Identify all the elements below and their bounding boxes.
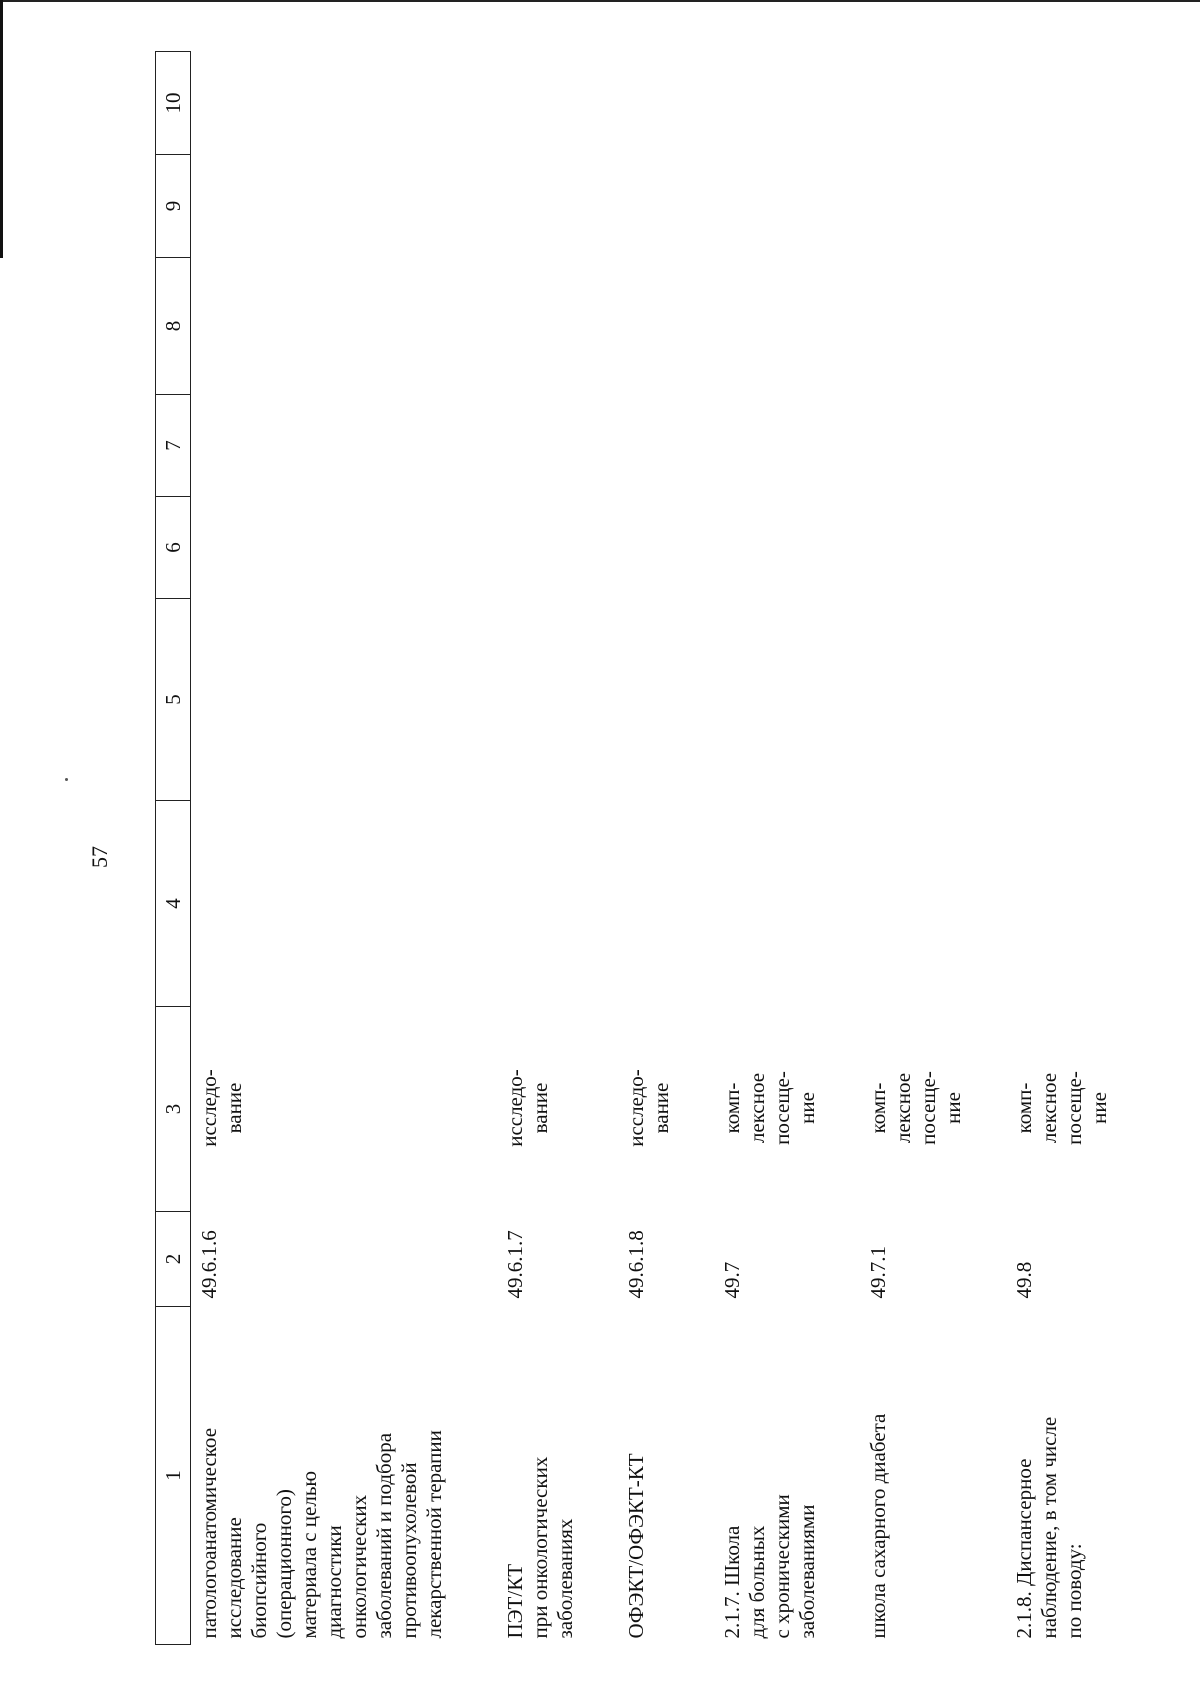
table-row bbox=[714, 52, 860, 1645]
empty-cell bbox=[1006, 52, 1122, 155]
table-row bbox=[191, 52, 498, 1645]
empty-cell bbox=[860, 395, 1006, 497]
scan-edge-left bbox=[0, 0, 3, 258]
empty-cell bbox=[191, 497, 498, 599]
service-name-line: наблюдение, в том числе bbox=[1037, 1416, 1061, 1639]
empty-cell bbox=[860, 599, 1006, 801]
service-name-line: лекарственной терапии bbox=[422, 1430, 446, 1639]
empty-cell bbox=[497, 497, 618, 599]
empty-cell bbox=[618, 395, 714, 497]
unit-line: вание bbox=[222, 1082, 246, 1134]
service-name-cell bbox=[860, 1307, 1006, 1645]
column-header-10: 10 bbox=[156, 52, 191, 155]
empty-cell bbox=[618, 52, 714, 155]
column-header-4: 4 bbox=[156, 801, 191, 1007]
empty-cell bbox=[860, 155, 1006, 258]
row-code-cell: 49.7.1 bbox=[866, 1246, 890, 1299]
empty-cell bbox=[191, 599, 498, 801]
unit-cell bbox=[1006, 1007, 1122, 1212]
empty-cell bbox=[860, 801, 1006, 1007]
unit-line: ние bbox=[941, 1092, 965, 1124]
unit-line: исследо- bbox=[197, 1069, 221, 1147]
empty-cell bbox=[497, 801, 618, 1007]
row-code-cell: 49.6.1.8 bbox=[624, 1230, 648, 1299]
empty-cell bbox=[714, 155, 860, 258]
unit-cell bbox=[714, 1007, 860, 1212]
empty-cell bbox=[618, 599, 714, 801]
empty-cell bbox=[1006, 599, 1122, 801]
unit-line: исследо- bbox=[503, 1069, 527, 1147]
service-name-line: исследование bbox=[222, 1517, 246, 1639]
unit-line: вание bbox=[528, 1082, 552, 1134]
empty-cell bbox=[714, 497, 860, 599]
service-name-line: 2.1.7. Школа bbox=[720, 1525, 744, 1639]
service-name-line: противоопухолевой bbox=[397, 1462, 421, 1639]
service-name-line: материала с целью bbox=[297, 1470, 321, 1639]
row-code-cell: 49.7 bbox=[720, 1261, 744, 1299]
table-row bbox=[1006, 52, 1122, 1645]
service-name-cell bbox=[1006, 1307, 1122, 1645]
service-name-line: заболеваниями bbox=[795, 1504, 819, 1639]
service-name-line: биопсийного bbox=[247, 1522, 271, 1639]
empty-cell bbox=[497, 155, 618, 258]
unit-cell bbox=[618, 1007, 714, 1212]
empty-cell bbox=[618, 258, 714, 395]
service-name-line: школа сахарного диабета bbox=[866, 1413, 890, 1639]
service-name-line: по поводу: bbox=[1062, 1543, 1086, 1639]
column-header-7: 7 bbox=[156, 395, 191, 497]
empty-cell bbox=[860, 497, 1006, 599]
unit-line: посеще- bbox=[770, 1071, 794, 1145]
table-header-row bbox=[156, 52, 191, 1645]
unit-line: комп- bbox=[720, 1082, 744, 1134]
service-name-cell bbox=[714, 1307, 860, 1645]
unit-line: лексное bbox=[891, 1072, 915, 1144]
empty-cell bbox=[191, 52, 498, 155]
unit-line: комп- bbox=[866, 1082, 890, 1134]
empty-cell bbox=[714, 395, 860, 497]
service-name-line: диагностики bbox=[322, 1525, 346, 1639]
column-header-2: 2 bbox=[156, 1212, 191, 1307]
service-name-line: 2.1.8. Диспансерное bbox=[1012, 1458, 1036, 1639]
empty-cell bbox=[497, 599, 618, 801]
service-name-line: заболеваний и подбора bbox=[372, 1432, 396, 1639]
row-code-cell: 49.6.1.7 bbox=[503, 1230, 527, 1299]
unit-line: исследо- bbox=[624, 1069, 648, 1147]
service-name-cell bbox=[618, 1307, 714, 1645]
rotated-table-container bbox=[155, 52, 1111, 1645]
unit-line: лексное bbox=[1037, 1072, 1061, 1144]
scan-speck bbox=[65, 778, 68, 781]
table-row bbox=[618, 52, 714, 1645]
unit-line: посеще- bbox=[916, 1071, 940, 1145]
empty-cell bbox=[1006, 801, 1122, 1007]
unit-line: посеще- bbox=[1062, 1071, 1086, 1145]
service-name-line: (операционного) bbox=[272, 1489, 296, 1639]
service-name-cell bbox=[497, 1307, 618, 1645]
column-header-9: 9 bbox=[156, 155, 191, 258]
service-name-line: патологоанатомическое bbox=[197, 1427, 221, 1639]
empty-cell bbox=[714, 52, 860, 155]
empty-cell bbox=[714, 258, 860, 395]
service-name-line: ПЭТ/КТ bbox=[503, 1563, 527, 1639]
column-header-8: 8 bbox=[156, 258, 191, 395]
unit-line: ние bbox=[795, 1092, 819, 1124]
empty-cell bbox=[497, 52, 618, 155]
unit-line: ние bbox=[1087, 1092, 1111, 1124]
service-name-line: заболеваниях bbox=[553, 1518, 577, 1639]
empty-cell bbox=[1006, 258, 1122, 395]
service-name-line: онкологических bbox=[347, 1494, 371, 1639]
empty-cell bbox=[191, 258, 498, 395]
scan-edge-top bbox=[0, 0, 1200, 2]
service-name-line: для больных bbox=[745, 1525, 769, 1639]
service-name-line: с хроническими bbox=[770, 1494, 794, 1639]
empty-cell bbox=[860, 52, 1006, 155]
empty-cell bbox=[618, 155, 714, 258]
unit-line: вание bbox=[649, 1082, 673, 1134]
empty-cell bbox=[714, 599, 860, 801]
row-code-cell: 49.6.1.6 bbox=[197, 1230, 221, 1299]
unit-cell bbox=[860, 1007, 1006, 1212]
empty-cell bbox=[618, 497, 714, 599]
row-code-cell: 49.8 bbox=[1012, 1261, 1036, 1299]
service-name-cell bbox=[191, 1307, 498, 1645]
empty-cell bbox=[618, 801, 714, 1007]
service-name-line: ОФЭКТ/ОФЭКТ-КТ bbox=[624, 1453, 648, 1639]
empty-cell bbox=[1006, 497, 1122, 599]
column-header-1: 1 bbox=[156, 1307, 191, 1645]
table-row bbox=[860, 52, 1006, 1645]
empty-cell bbox=[191, 155, 498, 258]
service-name-line: при онкологических bbox=[528, 1456, 552, 1639]
unit-cell bbox=[497, 1007, 618, 1212]
empty-cell bbox=[1006, 155, 1122, 258]
column-header-3: 3 bbox=[156, 1007, 191, 1212]
empty-cell bbox=[497, 258, 618, 395]
column-header-5: 5 bbox=[156, 599, 191, 801]
empty-cell bbox=[1006, 395, 1122, 497]
unit-cell bbox=[191, 1007, 498, 1212]
unit-line: лексное bbox=[745, 1072, 769, 1144]
column-header-6: 6 bbox=[156, 497, 191, 599]
empty-cell bbox=[497, 395, 618, 497]
empty-cell bbox=[191, 801, 498, 1007]
page-number: 57 bbox=[87, 846, 112, 868]
empty-cell bbox=[714, 801, 860, 1007]
unit-line: комп- bbox=[1012, 1082, 1036, 1134]
empty-cell bbox=[191, 395, 498, 497]
table-row bbox=[497, 52, 618, 1645]
empty-cell bbox=[860, 258, 1006, 395]
data-table bbox=[155, 51, 1122, 1645]
